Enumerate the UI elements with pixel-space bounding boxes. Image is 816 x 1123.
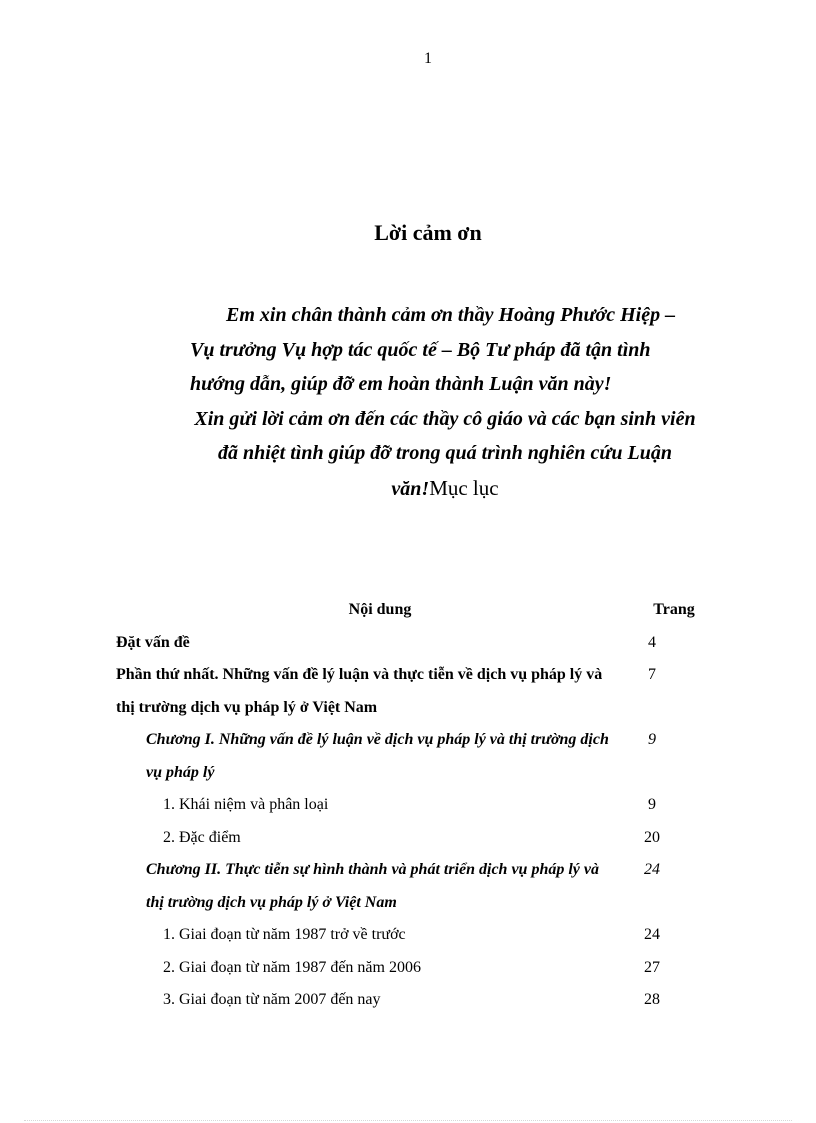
toc-entry[interactable] bbox=[116, 659, 726, 724]
page-number: 1 bbox=[424, 50, 432, 67]
toc-entry-page: 9 bbox=[648, 796, 656, 813]
toc-entry-label: Phần thứ nhất. Những vấn đề lý luận và thực tiễn về dịch vụ pháp lý và thị trường dịch vụ pháp lý ở Việt Nam bbox=[116, 666, 603, 716]
acknowledgement-paragraph-1: Em xin chân thành cảm ơn thầy Hoàng Phước Hiệp – Vụ trưởng Vụ hợp tác quốc tế – Bộ Tư pháp đã tận tình hướng dẫn, giúp đỡ em hoàn thành Luận văn này! bbox=[190, 304, 676, 395]
toc-entry[interactable] bbox=[116, 952, 726, 985]
acknowledgement-title: Lời cảm ơn bbox=[374, 220, 482, 245]
toc-title: Mục lục bbox=[429, 475, 499, 500]
toc-header-row bbox=[116, 594, 726, 627]
toc-entry-page: 28 bbox=[644, 991, 660, 1008]
toc-entry-label: Chương II. Thực tiễn sự hình thành và phát triển dịch vụ pháp lý và thị trường dịch vụ pháp lý ở Việt Nam bbox=[146, 861, 599, 911]
toc-entry-page: 24 bbox=[644, 926, 660, 943]
toc-entry-page: 24 bbox=[644, 861, 660, 878]
toc-header-content: Nội dung bbox=[348, 601, 412, 618]
toc-entry-label: 2. Giai đoạn từ năm 1987 đến năm 2006 bbox=[163, 958, 421, 976]
acknowledgement-paragraph-2-text: Xin gửi lời cảm ơn đến các thầy cô giáo và các bạn sinh viên đã nhiệt tình giúp đỡ trong quá trình nghiên cứu Luận văn! bbox=[194, 407, 696, 500]
toc-header-page: Trang bbox=[653, 601, 695, 618]
toc-entry[interactable] bbox=[116, 789, 726, 822]
page-bottom-rule bbox=[24, 1120, 792, 1121]
toc-entry[interactable] bbox=[116, 822, 726, 855]
toc-entry-label: 1. Giai đoạn từ năm 1987 trở về trước bbox=[163, 926, 406, 943]
acknowledgement-body bbox=[190, 298, 700, 506]
toc-entry-label: 1. Khái niệm và phân loại bbox=[163, 796, 329, 813]
toc-entry-label: Chương I. Những vấn đề lý luận về dịch vụ pháp lý và thị trường dịch vụ pháp lý bbox=[146, 731, 609, 781]
toc-entry[interactable] bbox=[116, 627, 726, 660]
toc-entry[interactable] bbox=[116, 724, 726, 789]
toc-entry[interactable] bbox=[116, 854, 726, 919]
toc-entry-page: 9 bbox=[648, 731, 656, 748]
table-of-contents bbox=[116, 594, 726, 1017]
toc-entry-label: Đặt vấn đề bbox=[116, 633, 190, 651]
toc-entry-page: 7 bbox=[648, 666, 656, 683]
acknowledgement-paragraph-2 bbox=[190, 402, 700, 507]
toc-entry-page: 27 bbox=[644, 958, 660, 976]
toc-entry-page: 4 bbox=[648, 633, 656, 651]
toc-entry[interactable] bbox=[116, 919, 726, 952]
toc-entry[interactable] bbox=[116, 984, 726, 1017]
toc-entry-label: 2. Đặc điểm bbox=[163, 828, 241, 846]
toc-entry-label: 3. Giai đoạn từ năm 2007 đến nay bbox=[163, 991, 381, 1008]
toc-entry-page: 20 bbox=[644, 828, 660, 846]
